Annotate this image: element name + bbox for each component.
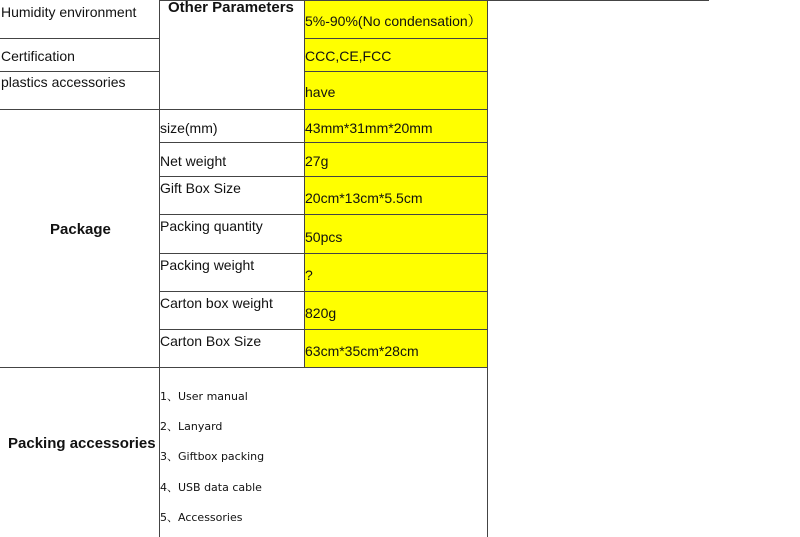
value-size: 43mm*31mm*20mm — [305, 120, 433, 136]
accessory-item: 3、Giftbox packing — [160, 450, 265, 463]
other-parameters-header: Other Parameters — [168, 0, 294, 16]
label-humidity: Humidity environment — [1, 4, 137, 20]
accessory-item: 4、USB data cable — [160, 481, 262, 494]
accessory-item: 1、User manual — [160, 390, 248, 403]
grid-line — [487, 0, 488, 537]
value-carton-box-weight: 820g — [305, 305, 337, 321]
label-size: size(mm) — [160, 120, 218, 136]
value-packing-weight: ? — [305, 267, 313, 283]
label-net-weight: Net weight — [160, 153, 227, 169]
accessory-item: 2、Lanyard — [160, 420, 223, 433]
label-plastics-accessories: plastics accessories — [1, 74, 126, 90]
grid-line — [0, 38, 159, 39]
label-carton-box-weight: Carton box weight — [160, 295, 273, 311]
label-gift-box-size: Gift Box Size — [160, 180, 241, 196]
value-packing-quantity: 50pcs — [305, 229, 343, 245]
value-certification: CCC,CE,FCC — [305, 48, 392, 64]
value-humidity: 5%-90%(No condensation） — [305, 13, 482, 29]
packing-accessories-header: Packing accessories — [8, 435, 156, 452]
value-carton-box-size: 63cm*35cm*28cm — [305, 343, 419, 359]
grid-line — [159, 253, 487, 254]
accessory-item: 5、Accessories — [160, 511, 243, 524]
label-packing-quantity: Packing quantity — [160, 218, 263, 234]
grid-line — [159, 214, 487, 215]
grid-line — [304, 38, 487, 39]
grid-line — [0, 367, 487, 368]
grid-line — [159, 176, 487, 177]
label-certification: Certification — [1, 48, 75, 64]
grid-line — [0, 109, 487, 110]
grid-line — [159, 291, 487, 292]
grid-line — [0, 71, 159, 72]
label-carton-box-size: Carton Box Size — [160, 333, 262, 349]
grid-line — [159, 142, 487, 143]
value-plastics-accessories: have — [305, 84, 336, 100]
grid-line — [304, 71, 487, 72]
value-gift-box-size: 20cm*13cm*5.5cm — [305, 190, 423, 206]
package-header: Package — [50, 221, 111, 238]
grid-line — [159, 329, 487, 330]
label-packing-weight: Packing weight — [160, 257, 255, 273]
value-net-weight: 27g — [305, 153, 329, 169]
